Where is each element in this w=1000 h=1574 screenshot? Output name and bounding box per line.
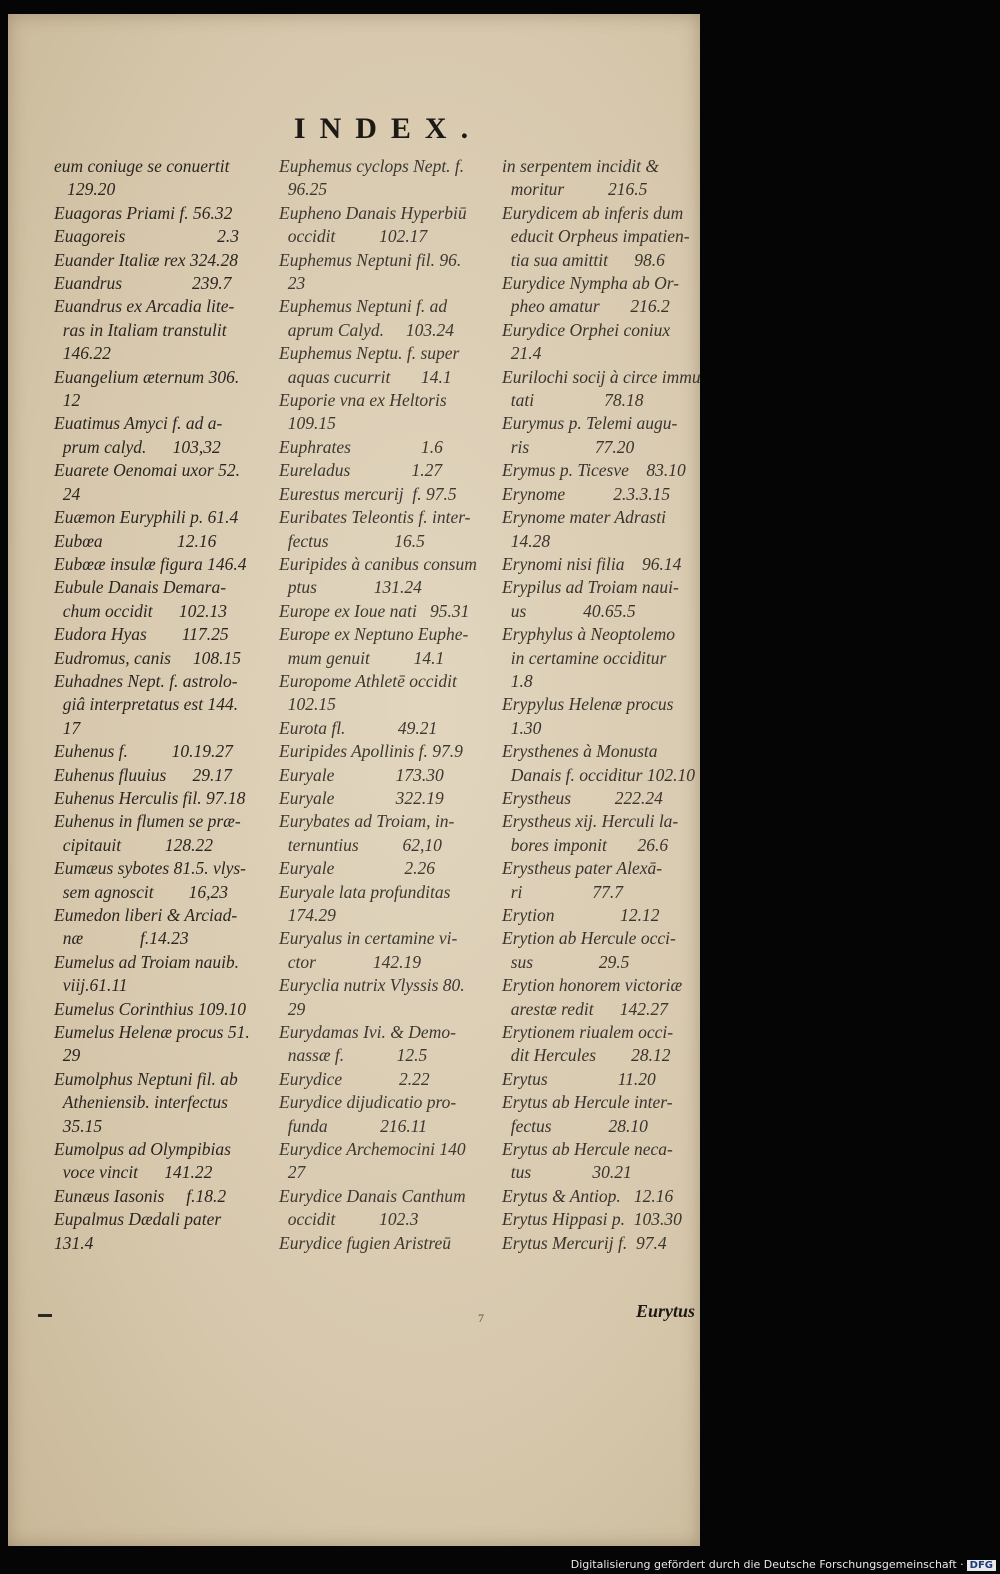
index-entry: Eumæus sybotes 81.5. vlys- xyxy=(54,858,246,879)
index-entry: Erytion honorem victoriæ xyxy=(502,975,683,996)
index-entry: Euryclia nutrix Vlyssis 80. xyxy=(279,975,465,996)
index-entry: fectus 28.10 xyxy=(502,1115,648,1136)
index-entry: Europe ex Ioue nati 95.31 xyxy=(279,600,470,621)
index-entry: Erytion ab Hercule occi- xyxy=(502,928,676,949)
index-entry: Erytus ab Hercule inter- xyxy=(502,1092,673,1113)
index-entry: Erytion 12.12 xyxy=(502,905,660,925)
index-entry: Euribates Teleontis f. inter- xyxy=(279,507,471,528)
index-entry: nassæ f. 12.5 xyxy=(279,1045,428,1066)
index-entry: Eureladus 1.27 xyxy=(279,460,443,481)
index-entry: 27 xyxy=(279,1162,306,1183)
index-entry: voce vincit 141.22 xyxy=(54,1162,213,1183)
index-entry: educit Orpheus impatien- xyxy=(502,226,690,247)
index-entry: Erysthenes à Monusta xyxy=(502,741,658,762)
index-entry: 1.8 xyxy=(502,670,533,691)
index-entry: Eurydicem ab inferis dum xyxy=(502,202,684,223)
index-entry: Eurydice 2.22 xyxy=(279,1068,430,1089)
index-entry: 35.15 xyxy=(54,1115,103,1136)
index-entry: ras in Italiam transtulit xyxy=(54,319,227,340)
index-entry: aprum Calyd. 103.24 xyxy=(279,319,454,340)
signature-mark: 7 xyxy=(478,1311,484,1325)
index-entry: tia sua amittit 98.6 xyxy=(502,249,665,270)
index-entry: Euandrus 239.7 xyxy=(54,273,232,294)
index-entry: eum coniuge se conuertit xyxy=(54,156,230,176)
index-entry: Europe ex Neptuno Euphe- xyxy=(279,624,469,645)
index-entry: Eurydice fugien Aristreū xyxy=(279,1232,452,1253)
index-entry: Eupalmus Dædali pater xyxy=(54,1209,222,1230)
index-entry: Erystheus xij. Herculi la- xyxy=(502,811,679,832)
index-entry: Euagoreis 2.3 xyxy=(54,226,240,247)
index-entry: Eupheno Danais Hyperbiū xyxy=(279,202,467,223)
index-column-2 xyxy=(279,155,493,1255)
index-entry: viij.61.11 xyxy=(54,975,128,996)
index-column-1 xyxy=(54,155,268,1255)
dfg-logo-icon: DFG xyxy=(967,1560,996,1571)
index-entry: Euporie vna ex Heltoris xyxy=(279,390,447,411)
index-entry: Euryale 322.19 xyxy=(279,787,444,808)
index-entry: Erystheus pater Alexā- xyxy=(502,858,663,879)
index-entry: Euatimus Amyci f. ad a- xyxy=(54,413,223,434)
index-entry: us 40.65.5 xyxy=(502,600,636,621)
index-entry: occidit 102.17 xyxy=(279,226,428,247)
index-entry: occidit 102.3 xyxy=(279,1209,419,1230)
index-entry: Erytus Mercurij f. 97.4 xyxy=(502,1232,667,1253)
footer-text: Digitalisierung gefördert durch die Deutsche Forschungsgemeinschaft · xyxy=(570,1558,964,1571)
index-entry: 29 xyxy=(279,998,306,1019)
index-entry: Euphemus Neptuni f. ad xyxy=(279,296,448,317)
index-entry: aquas cucurrit 14.1 xyxy=(279,366,452,387)
index-entry: Euandrus ex Arcadia lite- xyxy=(54,296,235,317)
index-entry: fectus 16.5 xyxy=(279,530,425,551)
index-entry: giâ interpretatus est 144. xyxy=(54,694,239,715)
index-entry: Erytus 11.20 xyxy=(502,1068,656,1089)
index-entry: tati 78.18 xyxy=(502,390,644,411)
index-entry: Eumelus Helenæ procus 51. xyxy=(54,1022,250,1043)
index-entry: bores imponit 26.6 xyxy=(502,834,669,855)
index-entry: Erytus ab Hercule neca- xyxy=(502,1139,673,1160)
index-entry: Eurydice Nympha ab Or- xyxy=(502,273,680,294)
index-entry: 24 xyxy=(54,483,81,504)
index-entry: Euryalus in certamine vi- xyxy=(279,928,458,949)
index-entry: 12 xyxy=(54,390,81,411)
index-entry: Erypylus Helenæ procus xyxy=(502,694,674,715)
index-entry: in certamine occiditur xyxy=(502,647,667,668)
index-entry: Eurybates ad Troiam, in- xyxy=(279,811,455,832)
index-entry: Euhadnes Nept. f. astrolo- xyxy=(54,670,238,691)
index-entry: funda 216.11 xyxy=(279,1115,427,1136)
index-entry: 146.22 xyxy=(54,343,111,364)
index-entry: 17 xyxy=(54,717,81,738)
index-entry: Eurestus mercurij f. 97.5 xyxy=(279,483,457,504)
page-heading: INDEX. xyxy=(293,112,483,145)
index-entry: Erypilus ad Troiam naui- xyxy=(502,577,679,598)
index-entry: Euryale lata profunditas xyxy=(279,881,451,902)
index-entry: 1.30 xyxy=(502,717,542,738)
index-entry: 102.15 xyxy=(279,694,336,715)
index-entry: Euhenus Herculis fil. 97.18 xyxy=(54,787,246,808)
index-entry: ris 77.20 xyxy=(502,436,635,457)
index-entry: dit Hercules 28.12 xyxy=(502,1045,671,1066)
index-entry: Euphemus Neptu. f. super xyxy=(279,343,460,364)
index-entry: Erynome 2.3.3.15 xyxy=(502,483,671,504)
index-entry: Erymus p. Ticesve 83.10 xyxy=(502,460,686,481)
index-entry: Eurydamas Ivi. & Demo- xyxy=(279,1022,456,1043)
index-entry: Europome Athletē occidit xyxy=(279,670,457,691)
index-entry: Euphemus Neptuni fil. 96. xyxy=(279,249,462,270)
index-entry: Euryale 2.26 xyxy=(279,858,436,879)
index-entry: Eubœa 12.16 xyxy=(54,530,217,551)
index-entry: Atheniensib. interfectus xyxy=(54,1092,228,1113)
digitization-footer xyxy=(571,1558,996,1571)
index-entry: 14.28 xyxy=(502,530,551,551)
index-entry: Euangelium æternum 306. xyxy=(54,366,240,387)
index-entry: Euæmon Euryphili p. 61.4 xyxy=(54,507,239,528)
index-entry: ptus 131.24 xyxy=(279,577,422,598)
index-entry: cipitauit 128.22 xyxy=(54,834,213,855)
index-entry: Erytus & Antiop. 12.16 xyxy=(502,1185,674,1206)
index-entry: Eurydice Orphei coniux xyxy=(502,319,671,340)
index-entry: Eumolphus Neptuni fil. ab xyxy=(54,1068,238,1089)
catchword: Eurytus xyxy=(636,1301,696,1321)
index-entry: Eumolpus ad Olympibias xyxy=(54,1139,231,1160)
index-entry: Eurilochi socij à circe immu xyxy=(502,366,701,387)
index-entry: Eurydice dijudicatio pro- xyxy=(279,1092,457,1113)
index-entry: Eumelus Corinthius 109.10 xyxy=(54,998,247,1019)
index-entry: Euander Italiæ rex 324.28 xyxy=(54,249,239,270)
index-entry: Euagoras Priami f. 56.32 xyxy=(54,202,233,223)
index-entry: Eumedon liberi & Arciad- xyxy=(54,905,238,925)
index-entry: Eurydice Danais Canthum xyxy=(279,1185,466,1206)
index-entry: Eubule Danais Demara- xyxy=(54,577,227,598)
index-entry: Eunæus Iasonis f.18.2 xyxy=(54,1185,227,1206)
index-entry: Erytionem riualem occi- xyxy=(502,1022,674,1043)
index-entry: chum occidit 102.13 xyxy=(54,600,228,621)
index-entry: 109.15 xyxy=(279,413,336,434)
index-entry: Erynome mater Adrasti xyxy=(502,507,666,528)
index-entry: Euarete Oenomai uxor 52. xyxy=(54,460,240,481)
index-entry: 131.4 xyxy=(54,1232,94,1253)
index-entry: Erystheus 222.24 xyxy=(502,787,663,808)
index-entry: 29 xyxy=(54,1045,81,1066)
index-entry: prum calyd. 103,32 xyxy=(54,436,221,457)
index-entry: Eudora Hyas 117.25 xyxy=(54,624,229,645)
index-entry: ctor 142.19 xyxy=(279,951,421,972)
index-entry: ri 77.7 xyxy=(502,881,624,902)
index-entry: Euhenus fluuius 29.17 xyxy=(54,764,232,785)
index-entry: Euhenus f. 10.19.27 xyxy=(54,741,233,762)
index-entry: 21.4 xyxy=(502,343,542,364)
index-entry: næ f.14.23 xyxy=(54,928,189,949)
index-entry: moritur 216.5 xyxy=(502,179,648,200)
index-entry: Eumelus ad Troiam nauib. xyxy=(54,951,240,972)
index-entry: Erytus Hippasi p. 103.30 xyxy=(502,1209,682,1230)
index-entry: mum genuit 14.1 xyxy=(279,647,445,668)
index-entry: Euryale 173.30 xyxy=(279,764,444,785)
index-entry: Danais f. occiditur 102.10 xyxy=(502,764,695,785)
index-entry: Eubœæ insulæ figura 146.4 xyxy=(54,553,247,574)
index-entry: 174.29 xyxy=(279,905,336,925)
index-entry: arestæ redit 142.27 xyxy=(502,998,668,1019)
index-entry: pheo amatur 216.2 xyxy=(502,296,670,317)
index-entry: Eryphylus à Neoptolemo xyxy=(502,624,676,645)
index-entry: 96.25 xyxy=(279,179,328,200)
index-entry: Euphemus cyclops Nept. f. xyxy=(279,156,465,176)
index-entry: 129.20 xyxy=(54,179,116,200)
index-entry: Eudromus, canis 108.15 xyxy=(54,647,241,668)
index-entry: ternuntius 62,10 xyxy=(279,834,442,855)
index-entry: Euhenus in flumen se præ- xyxy=(54,811,241,832)
index-entry: 23 xyxy=(279,273,306,294)
index-column-3 xyxy=(502,155,710,1255)
index-entry: Erynomi nisi filia 96.14 xyxy=(502,553,682,574)
book-page xyxy=(8,14,700,1546)
index-entry: Euripides à canibus consum xyxy=(279,553,477,574)
index-entry: tus 30.21 xyxy=(502,1162,632,1183)
index-entry: sus 29.5 xyxy=(502,951,630,972)
printer-mark xyxy=(38,1314,52,1317)
index-entry: Euphrates 1.6 xyxy=(279,436,443,457)
index-entry: Eurydice Archemocini 140 xyxy=(279,1139,466,1160)
index-entry: Euripides Apollinis f. 97.9 xyxy=(279,741,463,762)
index-entry: sem agnoscit 16,23 xyxy=(54,881,229,902)
index-entry: Eurymus p. Telemi augu- xyxy=(502,413,678,434)
index-entry: Eurota fl. 49.21 xyxy=(279,717,438,738)
index-entry: in serpentem incidit & xyxy=(502,156,659,176)
